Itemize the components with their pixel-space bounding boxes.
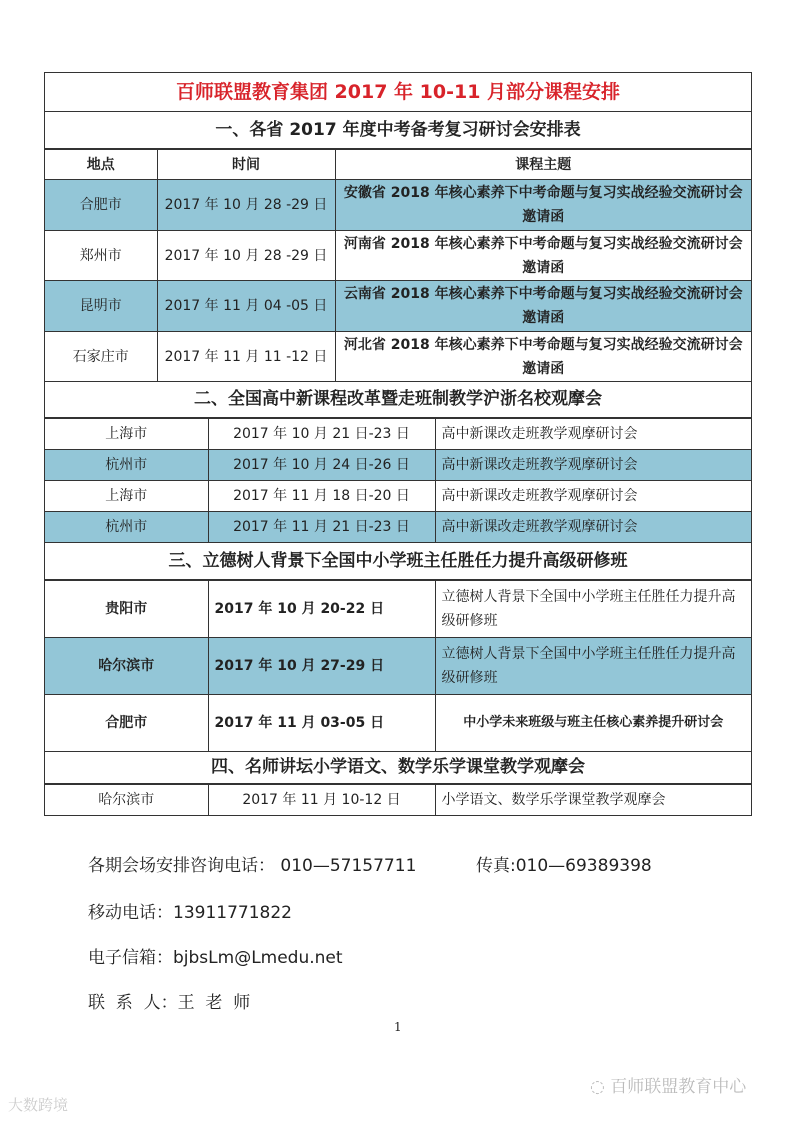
section4-table [45,784,751,816]
time: 2017 年 10 月 28 -29 日 [157,180,335,231]
consult-phone: 各期会场安排咨询电话： 010—57157711 [88,856,417,876]
mobile-phone: 移动电话：13911771822 [88,903,292,923]
topic: 小学语文、数学乐学课堂教学观摩会 [435,785,751,816]
time: 2017 年 11 月 11 -12 日 [157,332,335,382]
location: 合肥市 [45,695,208,752]
header-location: 地点 [45,150,157,180]
header-topic: 课程主题 [335,150,751,180]
topic: 云南省 2018 年核心素养下中考命题与复习实战经验交流研讨会邀请函 [335,281,751,332]
location: 郑州市 [45,231,157,281]
time: 2017 年 11 月 03-05 日 [208,695,435,752]
location: 哈尔滨市 [45,785,208,816]
time: 2017 年 11 月 04 -05 日 [157,281,335,332]
location: 哈尔滨市 [45,638,208,695]
fax: 传真:010—69389398 [476,856,652,876]
topic: 河南省 2018 年核心素养下中考命题与复习实战经验交流研讨会邀请函 [335,231,751,281]
section3-heading: 三、立德树人背景下全国中小学班主任胜任力提升高级研修班 [45,543,751,580]
table-row [45,638,751,695]
topic: 立德树人背景下全国中小学班主任胜任力提升高级研修班 [435,581,751,638]
location: 上海市 [45,419,208,450]
table-row [45,695,751,752]
watermark-right-text: 百师联盟教育中心 [610,1077,747,1097]
schedule-table [44,72,752,816]
location: 昆明市 [45,281,157,332]
section2-table [45,418,751,543]
topic: 高中新课改走班教学观摩研讨会 [435,419,751,450]
time: 2017 年 10 月 24 日-26 日 [208,450,435,481]
table-row [45,581,751,638]
section3-table [45,580,751,752]
email: 电子信箱：bjbsLm@Lmedu.net [88,948,343,968]
section1-table [45,149,751,382]
time: 2017 年 11 月 21 日-23 日 [208,512,435,543]
topic: 河北省 2018 年核心素养下中考命题与复习实战经验交流研讨会邀请函 [335,332,751,382]
watermark-left: 大数跨境 [8,1096,69,1114]
time: 2017 年 10 月 21 日-23 日 [208,419,435,450]
topic: 安徽省 2018 年核心素养下中考命题与复习实战经验交流研讨会邀请函 [335,180,751,231]
table-row [45,512,751,543]
table-row [45,785,751,816]
section4-heading: 四、名师讲坛小学语文、数学乐学课堂教学观摩会 [45,752,751,784]
table-row [45,332,751,382]
location: 合肥市 [45,180,157,231]
time: 2017 年 10 月 20-22 日 [208,581,435,638]
table-row [45,419,751,450]
page-number: 1 [394,1020,402,1034]
time: 2017 年 10 月 28 -29 日 [157,231,335,281]
location: 杭州市 [45,512,208,543]
location: 石家庄市 [45,332,157,382]
time: 2017 年 10 月 27-29 日 [208,638,435,695]
topic: 立德树人背景下全国中小学班主任胜任力提升高级研修班 [435,638,751,695]
location: 贵阳市 [45,581,208,638]
time: 2017 年 11 月 10-12 日 [208,785,435,816]
wechat-icon: ◌ [590,1077,611,1097]
topic: 高中新课改走班教学观摩研讨会 [435,450,751,481]
header-time: 时间 [157,150,335,180]
table-row [45,180,751,231]
section1-heading: 一、各省 2017 年度中考备考复习研讨会安排表 [45,112,751,149]
topic: 高中新课改走班教学观摩研讨会 [435,512,751,543]
topic: 高中新课改走班教学观摩研讨会 [435,481,751,512]
location: 上海市 [45,481,208,512]
section2-heading: 二、全国高中新课程改革暨走班制教学沪浙名校观摩会 [45,382,751,418]
document-title: 百师联盟教育集团 2017 年 10-11 月部分课程安排 [45,73,751,112]
table-row [45,231,751,281]
time: 2017 年 11 月 18 日-20 日 [208,481,435,512]
header-row [45,150,751,180]
table-row [45,281,751,332]
topic: 中小学未来班级与班主任核心素养提升研讨会 [435,695,751,752]
table-row [45,450,751,481]
watermark-right [590,1072,746,1097]
location: 杭州市 [45,450,208,481]
table-row [45,481,751,512]
contact-person: 联 系 人：王 老 师 [88,993,251,1013]
